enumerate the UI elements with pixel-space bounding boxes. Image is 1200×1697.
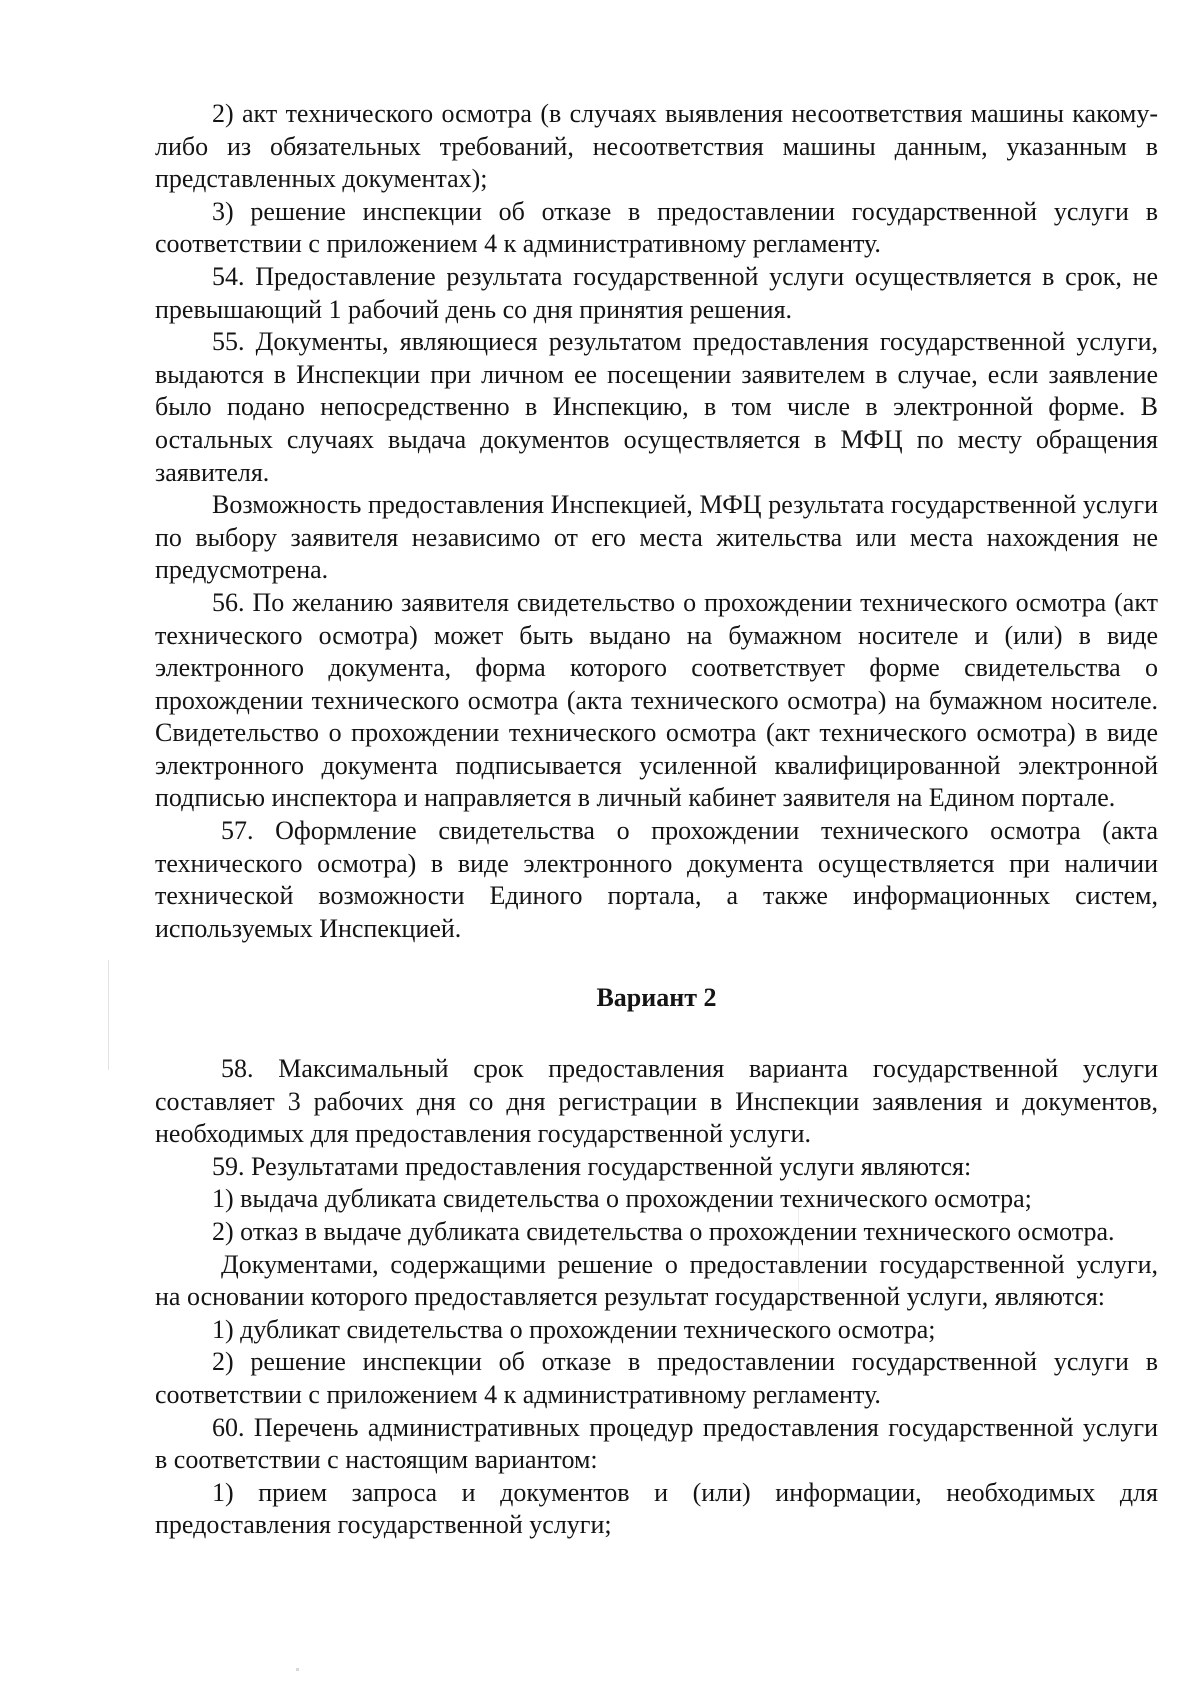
paragraph-item-2-act: 2) акт технического осмотра (в случаях выявления несоответствия машины какому-либо из обязательных требований, несоответствия машины данным, указанным в представленных документах); bbox=[155, 99, 1158, 194]
paragraph-55: 55. Документы, являющиеся результатом предоставления государственной услуги, выдаются в Инспекции при личном ее посещении заявителем в случае, если заявление было подано непосредственно в Инспекцию, в том числе в электронной форме. В остальных случаях выдача документов осуществляется в МФЦ по месту обращения заявителя. bbox=[155, 327, 1158, 487]
paragraph-possibility: Возможность предоставления Инспекцией, МФЦ результата государственной услуги по выбору заявителя независимо от его места жительства или места нахождения не предусмотрена. bbox=[155, 490, 1158, 585]
paragraph-60-item-1: 1) прием запроса и документов и (или) информации, необходимых для предоставления государственной услуги; bbox=[155, 1477, 1158, 1540]
paragraph-documents-item-2: 2) решение инспекции об отказе в предоставлении государственной услуги в соответствии с приложением 4 к административному регламенту. bbox=[155, 1347, 1158, 1409]
paragraph-item-3-decision: 3) решение инспекции об отказе в предоставлении государственной услуги в соответствии с приложением 4 к административному регламенту. bbox=[155, 196, 1158, 259]
paragraph-54: 54. Предоставление результата государственной услуги осуществляется в срок, не превышающий 1 рабочий день со дня принятия решения. bbox=[155, 261, 1158, 324]
paragraph-59: 59. Результатами предоставления государственной услуги являются: bbox=[212, 1151, 972, 1181]
paragraph-59-item-2: 2) отказ в выдаче дубликата свидетельства о прохождении технического осмотра. bbox=[212, 1217, 1115, 1246]
paragraph-57: 57. Оформление свидетельства о прохождении технического осмотра (акта технического осмотра) в виде электронного документа осуществляется при наличии технической возможности Единого портала, а также информационных систем, используемых Инспекцией. bbox=[155, 816, 1158, 943]
paragraph-56: 56. По желанию заявителя свидетельство о прохождении технического осмотра (акт технического осмотра) может быть выдано на бумажном носителе и (или) в виде электронного документа, форма которого соответствует форме свидетельства о прохождении технического осмотра (акта технического осмотра) на бумажном носителе. Свидетельство о прохождении технического осмотра (акт технического осмотра) в виде электронного документа подписывается усиленной квалифицированной электронной подписью инспектора и направляется в личный кабинет заявителя на Едином портале. bbox=[155, 587, 1158, 813]
paragraph-documents-item-1: 1) дубликат свидетельства о прохождении технического осмотра; bbox=[212, 1314, 936, 1344]
paragraph-documents: Документами, содержащими решение о предоставлении государственной услуги, на основании которого предоставляется результат государственной услуги, являются: bbox=[155, 1249, 1158, 1312]
paragraph-58: 58. Максимальный срок предоставления варианта государственной услуги составляет 3 рабочих дня со дня регистрации в Инспекции заявления и документов, необходимых для предоставления государственной услуги. bbox=[155, 1054, 1158, 1149]
paragraph-60: 60. Перечень административных процедур предоставления государственной услуги в соответствии с настоящим вариантом: bbox=[155, 1412, 1158, 1475]
paragraph-59-item-1: 1) выдача дубликата свидетельства о прохождении технического осмотра; bbox=[212, 1184, 1032, 1214]
scan-artifact-line bbox=[108, 960, 109, 1070]
document-body bbox=[155, 98, 1158, 1542]
section-heading: Вариант 2 bbox=[596, 983, 717, 1013]
scan-artifact-dot bbox=[296, 1668, 299, 1671]
